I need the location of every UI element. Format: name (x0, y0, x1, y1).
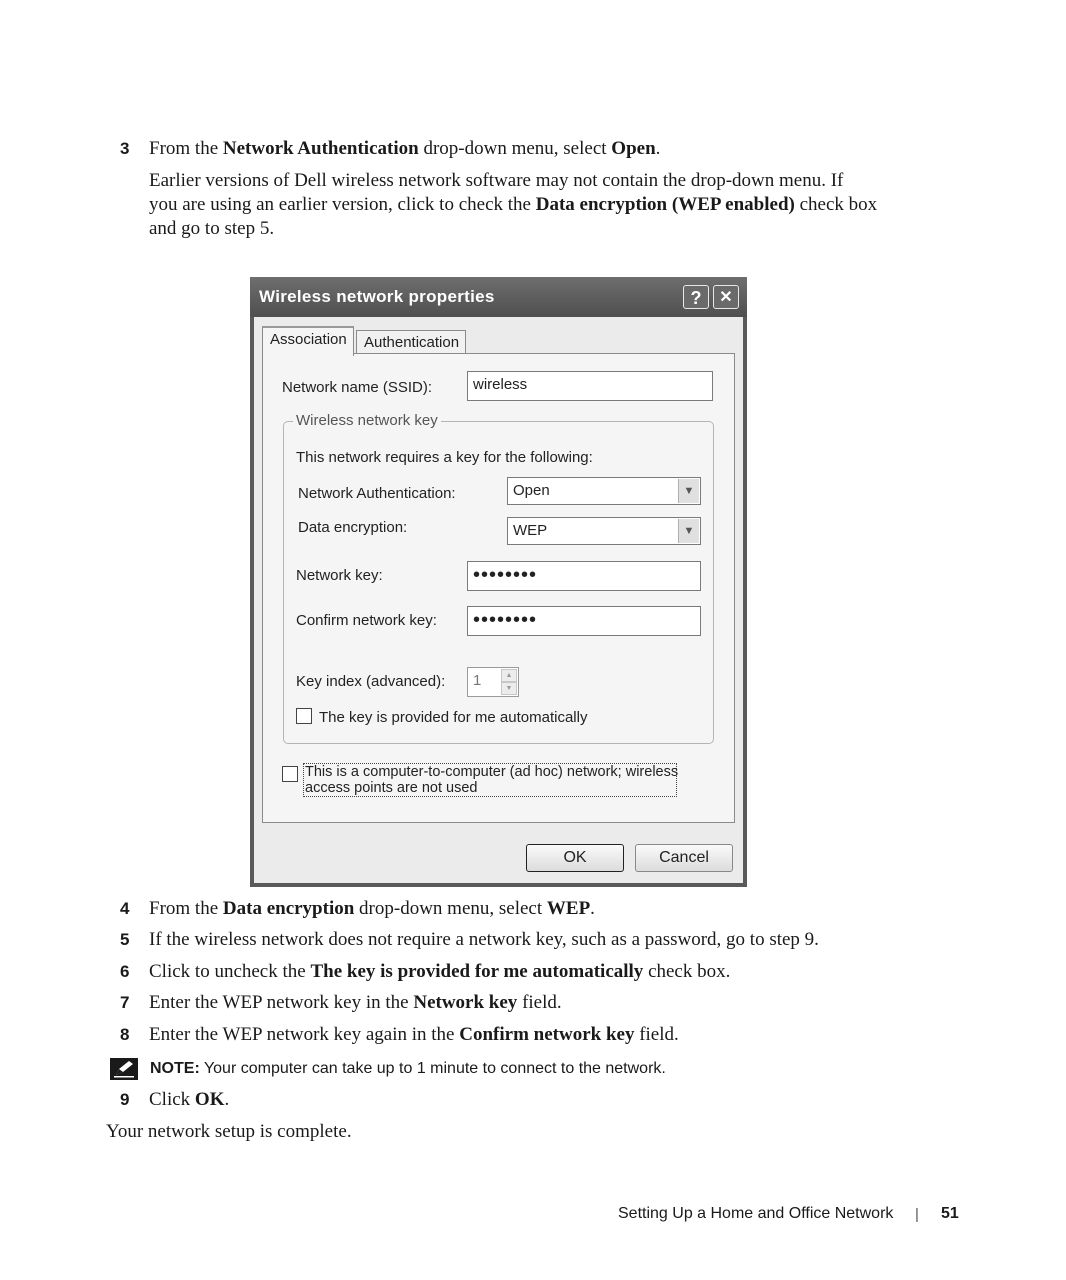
wireless-key-group (283, 412, 714, 744)
dialog-client (254, 317, 743, 883)
key-label: Network key: (296, 567, 383, 584)
adhoc-label-line-1: This is a computer-to-computer (ad hoc) network; wireless (305, 764, 679, 780)
closing-text: Your network setup is complete. (106, 1121, 352, 1142)
auto-key-checkbox[interactable] (296, 708, 312, 724)
step-number: 7 (120, 993, 130, 1012)
step-text: Enter the WEP network key again in the Confirm network key field. (149, 1024, 679, 1045)
note-pencil-icon (110, 1058, 138, 1080)
tab-authentication[interactable]: Authentication (356, 330, 466, 355)
index-label: Key index (advanced): (296, 673, 446, 690)
auth-select[interactable] (507, 477, 701, 505)
step-number: 8 (120, 1025, 130, 1044)
enc-label: Data encryption: (298, 519, 408, 536)
ssid-label: Network name (SSID): (282, 379, 433, 396)
confirm-label: Confirm network key: (296, 612, 437, 629)
page-footer (618, 1205, 959, 1223)
key-index-stepper[interactable] (467, 667, 519, 697)
footer-separator: | (915, 1206, 919, 1223)
chevron-down-icon[interactable]: ▼ (678, 479, 699, 503)
spin-down-icon[interactable]: ▼ (501, 682, 517, 695)
step-3-note-line-3: and go to step 5. (149, 218, 275, 239)
adhoc-label-box (303, 763, 677, 797)
enc-selected-value: WEP (513, 522, 548, 539)
association-panel (262, 353, 735, 823)
chevron-down-icon[interactable]: ▼ (678, 519, 699, 543)
auto-key-label: The key is provided for me automatically (319, 709, 588, 726)
step-number: 9 (120, 1090, 130, 1109)
requires-text: This network requires a key for the following: (296, 449, 593, 466)
auth-label: Network Authentication: (298, 485, 456, 502)
ssid-input[interactable]: wireless (467, 371, 713, 401)
step-number: 4 (120, 899, 130, 918)
step-text: Click OK. (149, 1089, 230, 1110)
step-text: From the Data encryption drop-down menu, select WEP. (149, 898, 595, 919)
step-text: Enter the WEP network key in the Network key field. (149, 992, 562, 1013)
adhoc-label-line-2: access points are not used (305, 780, 478, 796)
step-3-note-line-2: you are using an earlier version, click to check the Data encryption (WEP enabled) check box (149, 194, 878, 215)
step-number: 3 (120, 139, 130, 158)
enc-select[interactable] (507, 517, 701, 545)
close-button[interactable]: ✕ (713, 285, 739, 309)
step-text: Click to uncheck the The key is provided for me automatically check box. (149, 961, 731, 982)
step-number: 5 (120, 930, 130, 949)
cancel-button[interactable]: Cancel (635, 844, 733, 872)
wireless-properties-dialog (250, 277, 747, 887)
auth-selected-value: Open (513, 482, 550, 499)
footer-chapter: Setting Up a Home and Office Network (618, 1205, 894, 1222)
dialog-title: Wireless network properties (259, 287, 495, 306)
key-index-value: 1 (473, 672, 482, 689)
step-3-note-line-1: Earlier versions of Dell wireless network software may not contain the drop-down menu. If (149, 170, 844, 191)
adhoc-checkbox[interactable] (282, 766, 298, 782)
note-text: NOTE: Your computer can take up to 1 minute to connect to the network. (150, 1060, 666, 1077)
step-text: From the Network Authentication drop-down menu, select Open. (149, 138, 661, 159)
confirm-key-input[interactable]: •••••••• (467, 606, 701, 636)
help-button[interactable]: ? (683, 285, 709, 309)
dialog-titlebar (250, 277, 747, 317)
page-number: 51 (941, 1205, 959, 1222)
ok-button[interactable]: OK (526, 844, 624, 872)
tab-association[interactable]: Association (262, 326, 354, 356)
step-number: 6 (120, 962, 130, 981)
spin-up-icon[interactable]: ▲ (501, 669, 517, 682)
network-key-input[interactable]: •••••••• (467, 561, 701, 591)
step-text: If the wireless network does not require a network key, such as a password, go to step 9. (149, 929, 819, 950)
group-legend: Wireless network key (293, 412, 441, 429)
